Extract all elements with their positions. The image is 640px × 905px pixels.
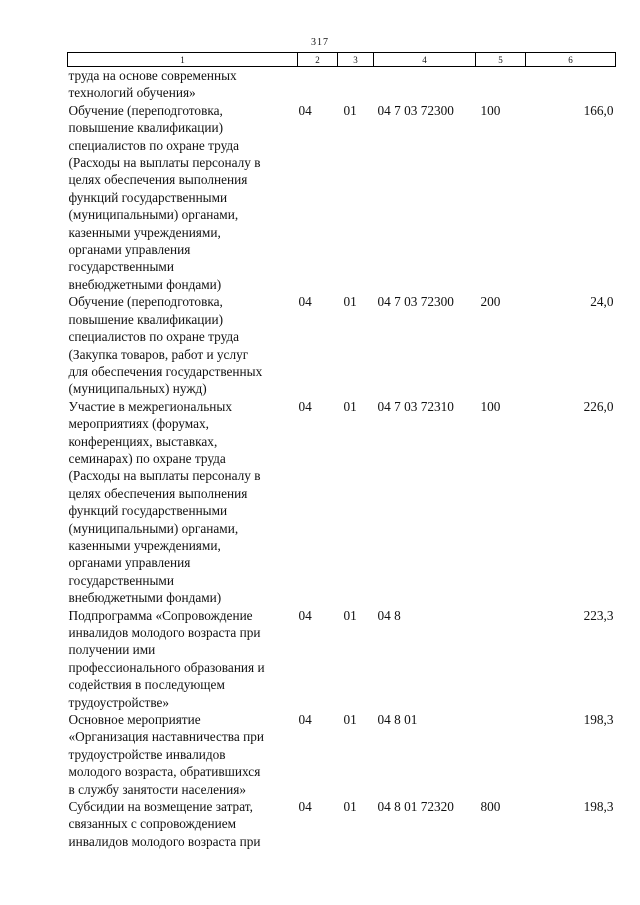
row-expense-type: [476, 607, 526, 711]
row-name: [68, 67, 298, 102]
row-name-line: целях обеспечения выполнения: [68, 485, 248, 501]
row-name: [68, 711, 298, 798]
row-name-line: (муниципальными) органами,: [68, 520, 239, 536]
row-name-line: функций государственными: [68, 189, 228, 205]
row-name-line: «Организация наставничества при: [68, 729, 264, 745]
row-expense-type: 800: [480, 799, 501, 815]
row-name-line: семинарах) по охране труда: [68, 450, 226, 466]
row-name-line: казенными учреждениями,: [68, 537, 221, 553]
row-section: 04: [298, 294, 312, 310]
row-name-line: труда на основе современных: [68, 68, 237, 83]
table-row: [68, 293, 616, 397]
row-name-line: внебюджетными фондами): [68, 276, 222, 292]
row-name: [68, 798, 298, 850]
row-expense-type: 100: [480, 102, 501, 118]
header-col-3: 3: [338, 53, 374, 67]
row-name-line: содействия в последующем: [68, 677, 225, 693]
row-name-line: мероприятиях (форумах,: [68, 416, 209, 432]
row-target-article: [374, 67, 476, 102]
row-name-line: специалистов по охране труда: [68, 329, 240, 345]
row-section: 04: [298, 712, 312, 728]
row-name-line: инвалидов молодого возраста при: [68, 625, 261, 640]
row-target-article: 04 7 03 72300: [377, 294, 454, 310]
row-name-line: целях обеспечения выполнения: [68, 172, 248, 188]
row-name-line: Участие в межрегиональных: [68, 398, 232, 414]
row-name-line: конференциях, выставках,: [68, 433, 218, 449]
row-name-line: (муниципальных) нужд): [68, 381, 207, 397]
header-col-4: 4: [374, 53, 476, 67]
row-amount: 166,0: [583, 102, 614, 118]
row-expense-type: 200: [480, 294, 501, 310]
row-expense-type: [476, 711, 526, 798]
row-name: [68, 607, 298, 711]
row-name-line: трудоустройстве инвалидов: [68, 746, 226, 762]
row-name-line: казенными учреждениями,: [68, 224, 221, 240]
row-name-line: (Расходы на выплаты персоналу в: [68, 468, 261, 484]
row-target-article: 04 7 03 72310: [377, 398, 454, 414]
row-name-line: государственными: [68, 259, 174, 275]
row-target-article: 04 8 01 72320: [377, 799, 454, 815]
row-target-article: 04 8 01: [377, 712, 418, 728]
row-name-line: повышение квалификации): [68, 311, 224, 327]
row-subsection: [338, 67, 374, 102]
header-col-2: 2: [298, 53, 338, 67]
row-amount: 198,3: [583, 712, 614, 728]
header-col-1: 1: [68, 53, 298, 67]
row-section: 04: [298, 607, 312, 623]
row-amount: 223,3: [583, 607, 614, 623]
row-target-article: 04 8: [377, 607, 401, 623]
row-name-line: повышение квалификации): [68, 120, 224, 136]
row-name: [68, 398, 298, 607]
row-target-article: 04 7 03 72300: [377, 102, 454, 118]
row-subsection: 01: [343, 398, 357, 414]
row-name-line: технологий обучения»: [68, 85, 196, 101]
row-section: 04: [298, 799, 312, 815]
row-name-line: Обучение (переподготовка,: [68, 102, 223, 118]
row-name-line: функций государственными: [68, 503, 228, 519]
row-expense-type: [476, 67, 526, 102]
row-name-line: Подпрограмма «Сопровождение: [68, 607, 253, 623]
row-amount: 24,0: [590, 294, 614, 310]
row-name-line: (Расходы на выплаты персоналу в: [68, 155, 261, 171]
row-name-line: внебюджетными фондами): [68, 590, 222, 606]
row-subsection: 01: [343, 712, 357, 728]
row-expense-type: 100: [480, 398, 501, 414]
row-amount: [526, 67, 616, 102]
row-name-line: специалистов по охране труда: [68, 137, 240, 153]
row-name: [68, 102, 298, 293]
row-section: 04: [298, 102, 312, 118]
header-col-5: 5: [476, 53, 526, 67]
table-row: [68, 102, 616, 293]
row-name: [68, 293, 298, 397]
table-row: [68, 398, 616, 607]
row-name-line: инвалидов молодого возраста при: [68, 833, 261, 849]
table-header: [68, 53, 616, 67]
header-col-6: 6: [526, 53, 616, 67]
row-section: [298, 67, 338, 102]
table-row: [68, 607, 616, 711]
table-row: [68, 711, 616, 798]
row-name-line: для обеспечения государственных: [68, 363, 263, 379]
row-name-line: (Закупка товаров, работ и услуг: [68, 346, 249, 362]
row-subsection: 01: [343, 294, 357, 310]
row-section: 04: [298, 398, 312, 414]
row-name-line: профессионального образования и: [68, 659, 265, 675]
row-name-line: Основное мероприятие: [68, 712, 201, 728]
table-row: [68, 67, 616, 102]
row-subsection: 01: [343, 799, 357, 815]
row-name-line: государственными: [68, 572, 174, 588]
table-row: [68, 798, 616, 850]
row-name-line: молодого возраста, обратившихся: [68, 764, 261, 780]
row-name-line: связанных с сопровождением: [68, 816, 237, 832]
budget-table: [67, 52, 616, 850]
row-subsection: 01: [343, 102, 357, 118]
row-name-line: получении ими: [68, 642, 156, 658]
row-amount: 198,3: [583, 799, 614, 815]
row-name-line: органами управления: [68, 555, 191, 571]
row-subsection: 01: [343, 607, 357, 623]
row-name-line: трудоустройстве»: [68, 694, 170, 710]
page-number: 317: [311, 37, 329, 48]
table-body: [68, 67, 616, 851]
row-name-line: Обучение (переподготовка,: [68, 294, 223, 310]
row-name-line: Субсидии на возмещение затрат,: [68, 799, 253, 815]
row-name-line: органами управления: [68, 242, 191, 258]
row-amount: 226,0: [583, 398, 614, 414]
row-name-line: в службу занятости населения»: [68, 781, 247, 797]
row-name-line: (муниципальными) органами,: [68, 207, 239, 223]
